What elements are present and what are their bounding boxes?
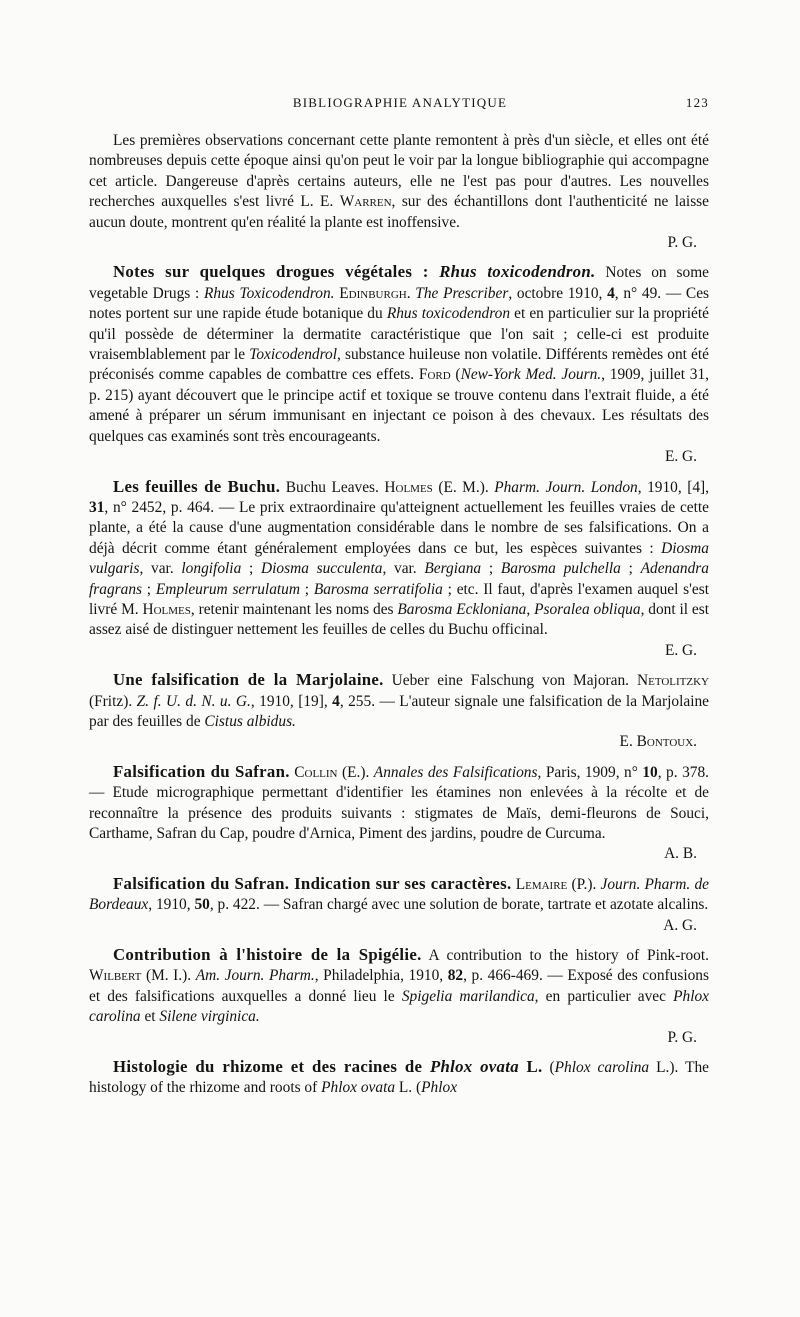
signature: P. G. [667, 234, 697, 252]
entry-safran-1 [89, 762, 709, 865]
text-run: et [140, 1008, 160, 1026]
journal-name: Journ. Pharm. de Bordeaux [89, 875, 709, 914]
author-name: Wilbert [89, 967, 142, 985]
text-run: ; [620, 560, 641, 578]
signature-text: E. Bontoux. [619, 733, 697, 751]
text-run: L.). The histology of the rhizome and roots of [89, 1059, 709, 1097]
species-name: Silene virginica. [159, 1008, 260, 1026]
entry-text [89, 945, 709, 1028]
species-name: Spigelia marilandica [401, 987, 535, 1005]
text-run: ( [542, 1059, 555, 1077]
species-name: Bergiana [424, 560, 482, 578]
species-name: Rhus Toxicodendron. [203, 284, 335, 302]
text-run: ; [142, 580, 156, 598]
title-text: Histologie du rhizome et des racines de [113, 1057, 430, 1077]
text-run: , [526, 600, 535, 618]
species-name: Phlox [421, 1079, 458, 1097]
species-name: Adenandra fragrans [89, 560, 709, 598]
text-run: , p. 466-469. — Exposé des confusions et des falsifications auxquelles a donné lieu le [89, 967, 709, 1005]
signature: A. G. [663, 916, 697, 934]
entry-text [89, 262, 709, 447]
page-number: 123 [685, 95, 709, 110]
signature: P. G. [667, 1028, 697, 1046]
entry-phlox [89, 1057, 709, 1099]
text-run: (M. I.). [141, 967, 196, 985]
text-run: , 1910, [19], [250, 692, 333, 710]
text-run: , 255. — L'auteur signale une falsification de la Marjolaine par des feuilles de [89, 692, 709, 730]
entry-text [89, 670, 709, 732]
author-name: Warren [339, 193, 392, 211]
text-run: , octobre 1910, [508, 284, 608, 302]
journal-name: Z. f. U. d. N. u. G. [136, 692, 251, 710]
journal-name: Annales des Falsifications [373, 763, 538, 781]
page-body [89, 131, 709, 1099]
author-name: Holmes [142, 600, 191, 618]
volume-number: 10 [642, 763, 658, 781]
entry-title: Les feuilles de Buchu. [113, 476, 281, 496]
signature: A. B. [664, 845, 697, 863]
substance-name: Toxicodendrol [249, 346, 337, 364]
author-name: Ford [418, 366, 451, 384]
text-run: ; [300, 580, 314, 598]
species-name: longifolia [181, 560, 242, 578]
entry-title: Contribution à l'histoire de la Spigélie. [113, 945, 422, 965]
signature [89, 732, 709, 752]
species-name: Barosma Eckloniana [397, 600, 527, 618]
species-name: Empleurum serrulatum [155, 580, 300, 598]
text-run: , dont il est assez aisé de distinguer nettement les feuilles de celles du Buchu officinal. [89, 600, 710, 639]
species-name: Barosma pulchella [500, 560, 621, 578]
species-name: Rhus toxicodendron [386, 305, 511, 323]
text-run: ( [450, 366, 461, 384]
text-run: Ueber eine Falschung von Majoran. [383, 672, 637, 690]
text-run: (P.). [567, 875, 601, 893]
entry-text [89, 762, 709, 845]
title-species: Rhus toxicodendron. [439, 262, 596, 282]
entry-title: Une falsification de la Marjolaine. [113, 670, 384, 690]
text-run: , var. [139, 560, 182, 578]
signature: E. G. [664, 641, 697, 659]
entry-marjolaine [89, 670, 709, 753]
entry-spigelie [89, 945, 709, 1048]
title-text: L. [518, 1057, 543, 1077]
text-run: , sur des échantillons dont l'authenticité ne laisse aucun doute, montrent qu'en réalité la plante est inoffensive. [89, 193, 709, 231]
entry-title: Falsification du Safran. [113, 761, 290, 781]
title-species: Phlox ovata [429, 1057, 519, 1077]
running-header [0, 95, 800, 115]
text-run: , p. 422. — Safran chargé avec une solution de borate, tartrate et azotate alcalins. [209, 896, 709, 914]
entry-safran-2 [89, 874, 709, 936]
journal-name: Pharm. Journ. London [494, 478, 638, 496]
title-text: Notes sur quelques drogues végétales : [113, 262, 440, 282]
species-name: Phlox carolina [89, 987, 710, 1026]
volume-number: 4 [607, 284, 615, 302]
text-run: , p. 378. — Etude micrographique permettant d'identifier les étamines non enlevées à la récolte et de reconnaître la présence des produits suivants : stigmates de Maïs, demi-fleurons de Souci, Carthame, Safran du Cap, poudre d'Arnica, Piment des jardins, poudre de Curcuma. [89, 763, 709, 842]
species-name: Phlox carolina [554, 1059, 650, 1077]
entry-title [113, 262, 596, 281]
species-name: Barosma serratifolia [313, 580, 443, 598]
journal-name: The Prescriber [415, 284, 509, 302]
text-run: , n° 2452, p. 464. — Le prix extraordinaire qu'atteignent actuellement les feuilles vraies de cette plante, a été la cause d'une augmentation considérable dans le nombre de ses falsifications. On a déjà décrit comme étant généralement employées dans ce but, les espèces suivantes : [89, 498, 709, 557]
text-run: , 1910, [4], [637, 478, 710, 496]
volume-number: 31 [89, 498, 105, 516]
text-run: Notes on some vegetable Drugs : [89, 264, 709, 302]
author-name: Holmes [384, 478, 433, 496]
text-run: , n° 49. — Ces notes portent sur une rapide étude botanique du [89, 284, 710, 323]
text-run: et en particulier sur la propriété qu'il possède de déterminer la dermatite caractéristique que l'on sait ; celle-ci est produite vraisemblablement par le [89, 305, 709, 364]
author-name: Netolitzky [636, 672, 709, 690]
text-run: , 1909, juillet 31, p. 215) ayant découvert que le principe actif et toxique se trouve contenu dans l'extrait fluide, a été amené à préparer un sérum immunisant en injectant ce poison à des chevaux. Les résultats des quelques cas examinés sont très encourageants. [89, 366, 709, 445]
species-name: Diosma vulgaris [89, 539, 709, 578]
text-run: (Fritz). [89, 692, 137, 710]
species-name: Cistus albidus. [204, 712, 296, 730]
text-run: L. ( [395, 1079, 422, 1097]
entry-continuation [89, 131, 709, 253]
text-run: , var. [382, 560, 425, 578]
text-run: Buchu Leaves. [280, 478, 385, 496]
entry-title: Falsification du Safran. Indication sur ses caractères. [113, 873, 512, 893]
place-name: Edinburgh. [339, 284, 411, 302]
volume-number: 50 [194, 896, 210, 914]
species-name: Psoralea obliqua [534, 600, 641, 618]
header-title: BIBLIOGRAPHIE ANALYTIQUE [292, 95, 508, 110]
entry-title [113, 1057, 543, 1076]
entry-text [89, 1057, 709, 1099]
entry-text [89, 874, 709, 916]
text-run: A contribution to the history of Pink-root. [421, 947, 709, 965]
text-run: ; [241, 560, 261, 578]
entry-buchu [89, 477, 709, 662]
volume-number: 4 [332, 692, 340, 710]
text-run: Les premières observations concernant cette plante remontent à près d'un siècle, et elles ont été nombreuses depuis cette époque ainsi qu'on peut le voir par la longue bibliographie qui accompagne cet article. Dangereuse d'après certains auteurs, elle ne l'est pas pour d'autres. Les nouvelles recherches auxquelles s'est livré L. E. [89, 132, 709, 211]
entry-text [89, 131, 709, 233]
volume-number: 82 [447, 967, 464, 985]
text-run: ; [481, 560, 501, 578]
text-run: , Paris, 1909, n° [537, 763, 643, 781]
signature: E. G. [664, 448, 697, 466]
text-run: , Philadelphia, 1910, [314, 967, 448, 985]
text-run: (E. M.). [432, 478, 495, 496]
species-name: Phlox ovata [321, 1079, 396, 1097]
text-run: ; etc. Il faut, d'après l'examen auquel s'est livré M. [89, 580, 709, 618]
text-run: , retenir maintenant les noms des [190, 600, 398, 618]
entry-text [89, 477, 709, 641]
entry-rhus [89, 262, 709, 467]
text-run: , substance huileuse non volatile. Différents remèdes ont été préconisés comme capables de combattre ces effets. [89, 346, 709, 384]
journal-name: New-York Med. Journ. [460, 366, 602, 384]
journal-name: Am. Journ. Pharm. [195, 967, 315, 985]
text-run: , 1910, [148, 896, 195, 914]
text-run: , en particulier avec [534, 987, 674, 1005]
text-run: (E.). [337, 763, 374, 781]
species-name: Diosma succulenta [261, 560, 383, 578]
author-name: Lemaire [515, 875, 568, 893]
author-name: Collin [294, 763, 338, 781]
